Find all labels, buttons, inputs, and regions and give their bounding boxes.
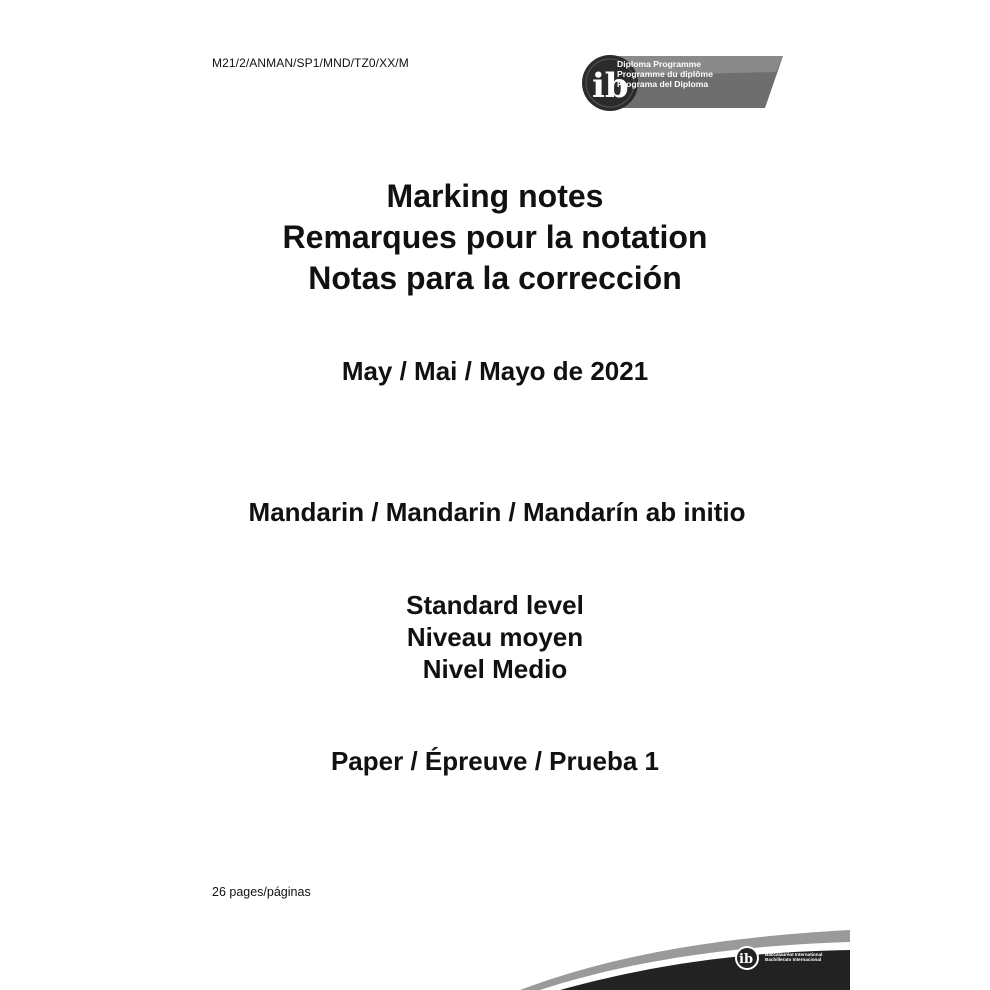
footer-logo-line: International Baccalaureate®	[765, 946, 829, 951]
logo-text	[617, 59, 713, 90]
document-code: M21/2/ANMAN/SP1/MND/TZ0/XX/M	[212, 56, 409, 70]
exam-date: May / Mai / Mayo de 2021	[341, 356, 649, 386]
page-title	[0, 176, 990, 299]
footer-logo-line: Bachillerato Internacional	[765, 957, 822, 963]
logo-line: Diploma Programme	[617, 59, 702, 69]
level-line: Nivel Medio	[422, 654, 568, 684]
level-line: Niveau moyen	[406, 622, 584, 652]
footer-logo-text	[765, 946, 828, 963]
title-line: Remarques pour la notation	[282, 219, 708, 255]
level-line: Standard level	[406, 590, 584, 620]
footer-logo-line: Baccalauréat International	[765, 951, 823, 957]
ib-footer-logo-icon: ib	[739, 952, 754, 967]
subject-title: Mandarin / Mandarin / Mandarín ab initio	[248, 497, 746, 527]
logo-line: Programme du diplôme	[617, 69, 713, 80]
paper-number: Paper / Épreuve / Prueba 1	[330, 746, 660, 776]
page-count: 26 pages/páginas	[212, 885, 311, 899]
level-block	[0, 589, 990, 685]
logo-line: Programa del Diploma	[617, 79, 709, 90]
title-line: Notas para la corrección	[308, 260, 682, 296]
title-line: Marking notes	[386, 178, 604, 214]
diploma-programme-logo	[580, 52, 785, 114]
svg-text:ib: ib	[592, 66, 629, 106]
